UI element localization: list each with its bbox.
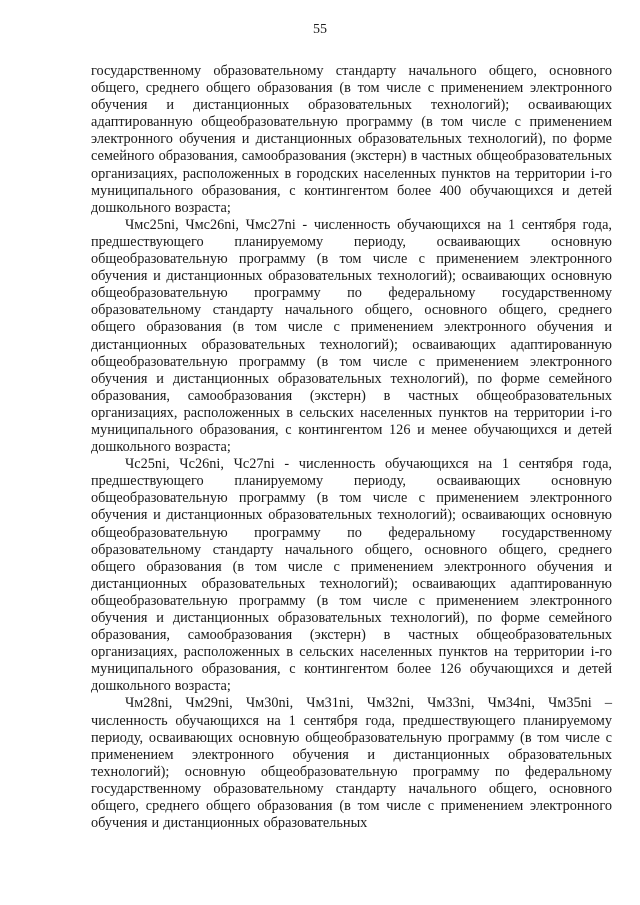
paragraph-chm: Чм28ni, Чм29ni, Чм30ni, Чм31ni, Чм32ni, Чм33ni, Чм34ni, Чм35ni – численность обучающихся на 1 сентября года, предшествующего планируемому периоду, осваивающих основную общеобразовательную программу (в том числе с применением электронного обучения и дистанционных образовательных технологий); основную общеобразовательную программу по федеральному государственному образовательному стандарту начального общего, основного общего, среднего общего образования (в том числе с применением электронного обучения и дистанционных образовательных bbox=[91, 695, 612, 832]
paragraph-continuation: государственному образовательному стандарту начального общего, основного общего, среднего общего образования (в том числе с применением электронного обучения и дистанционных образовательных технологий); осваивающих адаптированную общеобразовательную программу (в том числе с применением электронного обучения и дистанционных образовательных технологий), по форме семейного образования, самообразования (экстерн) в частных общеобразовательных организациях, расположенных в городских населенных пунктов на территории i-го муниципального образования, с контингентом более 400 обучающихся и детей дошкольного возраста; bbox=[91, 63, 612, 216]
body-text bbox=[91, 63, 612, 832]
paragraph-chs: Чс25ni, Чс26ni, Чс27ni - численность обучающихся на 1 сентября года, предшествующего планируемому периоду, осваивающих основную общеобразовательную программу (в том числе с применением электронного обучения и дистанционных образовательных технологий); осваивающих основную общеобразовательную программу по федеральному государственному образовательному стандарту начального общего, основного общего, среднего общего образования (в том числе с применением электронного обучения и дистанционных образовательных технологий); осваивающих адаптированную общеобразовательную программу (в том числе с применением электронного обучения и дистанционных образовательных технологий), по форме семейного образования, самообразования (экстерн) в частных общеобразовательных организациях, расположенных в сельских населенных пунктов на территории i-го муниципального образования, с контингентом более 126 обучающихся и детей дошкольного возраста; bbox=[91, 456, 612, 695]
paragraph-chms: Чмс25ni, Чмс26ni, Чмс27ni - численность обучающихся на 1 сентября года, предшествующего планируемому периоду, осваивающих основную общеобразовательную программу (в том числе с применением электронного обучения и дистанционных образовательных технологий); осваивающих основную общеобразовательную программу по федеральному государственному образовательному стандарту начального общего, основного общего, среднего общего образования (в том числе с применением электронного обучения и дистанционных образовательных технологий); осваивающих адаптированную общеобразовательную программу (в том числе с применением электронного обучения и дистанционных образовательных технологий), по форме семейного образования, самообразования (экстерн) в частных общеобразовательных организациях, расположенных в сельских населенных пунктов на территории i-го муниципального образования, с контингентом 126 и менее обучающихся и детей дошкольного возраста; bbox=[91, 216, 612, 456]
page-number: 55 bbox=[313, 22, 327, 37]
